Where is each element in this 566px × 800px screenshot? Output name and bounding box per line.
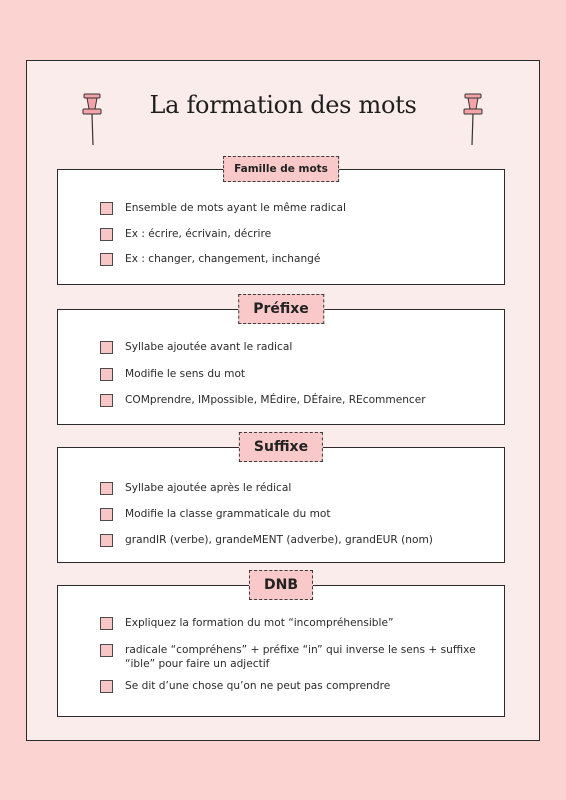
list-item	[100, 679, 390, 693]
section-badge: Préfixe	[238, 294, 324, 324]
checkbox[interactable]	[100, 644, 113, 657]
list-item-text: grandIR (verbe), grandeMENT (adverbe), grandEUR (nom)	[125, 534, 433, 546]
section-suffixe	[57, 439, 505, 563]
section-badge: DNB	[249, 570, 313, 600]
list-item	[100, 340, 292, 354]
list-item	[100, 252, 320, 266]
pushpin-icon	[462, 93, 484, 147]
list-item-text: Ex : changer, changement, inchangé	[125, 253, 321, 265]
list-item-text: Ex : écrire, écrivain, décrire	[125, 228, 272, 240]
list-item	[100, 507, 331, 521]
list-item-text: Syllabe ajoutée avant le radical	[125, 341, 293, 353]
list-item-text: Ensemble de mots ayant le même radical	[125, 202, 346, 214]
worksheet-page	[26, 60, 540, 741]
list-item-text: Expliquez la formation du mot “incompréhensible”	[125, 617, 394, 629]
section-dnb	[57, 577, 505, 717]
checkbox[interactable]	[100, 534, 113, 547]
checkbox[interactable]	[100, 680, 113, 693]
checkbox[interactable]	[100, 617, 113, 630]
section-famille-de-mots	[57, 163, 505, 285]
checkbox[interactable]	[100, 253, 113, 266]
section-badge: Suffixe	[239, 432, 323, 462]
list-item-text: COMprendre, IMpossible, MÉdire, DÉfaire, REcommencer	[125, 394, 426, 406]
list-item	[100, 367, 245, 381]
list-item-text: Modifie le sens du mot	[125, 368, 246, 380]
checkbox[interactable]	[100, 202, 113, 215]
checkbox[interactable]	[100, 508, 113, 521]
list-item-text: radicale “compréhens” + préfixe “in” qui inverse le sens + suffixe “ible” pour faire un adjectif	[125, 644, 476, 670]
section-prefixe	[57, 301, 505, 425]
list-item	[100, 201, 346, 215]
list-item	[100, 393, 426, 407]
page-title: La formation des mots	[149, 91, 417, 119]
checkbox[interactable]	[100, 341, 113, 354]
checkbox[interactable]	[100, 368, 113, 381]
list-item	[100, 227, 271, 241]
checkbox[interactable]	[100, 394, 113, 407]
list-item	[100, 481, 291, 495]
list-item-text: Syllabe ajoutée après le rédical	[125, 482, 292, 494]
list-item-text: Se dit d’une chose qu’on ne peut pas comprendre	[125, 680, 391, 692]
section-badge: Famille de mots	[223, 156, 339, 182]
checkbox[interactable]	[100, 228, 113, 241]
list-item	[100, 533, 433, 547]
list-item	[100, 643, 485, 671]
list-item-text: Modifie la classe grammaticale du mot	[125, 508, 331, 520]
list-item	[100, 616, 393, 630]
checkbox[interactable]	[100, 482, 113, 495]
